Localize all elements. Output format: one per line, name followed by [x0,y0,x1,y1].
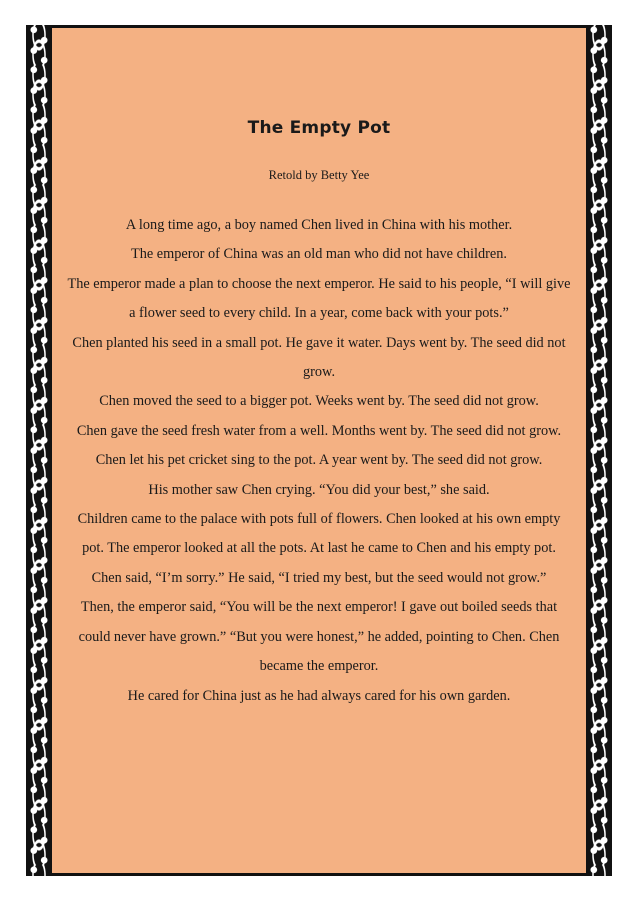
story-paragraph: Then, the emperor said, “You will be the next emperor! I gave out boiled seeds that could never have grown.” “But you were honest,” he added, pointing to Chen. Chen became the emperor. [78,599,560,675]
story-content [52,118,586,711]
story-paragraph: Chen moved the seed to a bigger pot. Weeks went by. The seed did not grow. [99,393,539,410]
story-paragraph: Chen gave the seed fresh water from a well. Months went by. The seed did not grow. Chen let his pet cricket sing to the pot. A year went by. The seed did not grow. [76,422,562,469]
story-body [52,211,586,711]
story-paragraph: Chen planted his seed in a small pot. He gave it water. Days went by. The seed did not grow. [72,334,566,381]
story-paragraph: Children came to the palace with pots full of flowers. Chen looked at his own empty pot. The emperor looked at all the pots. At last he came to Chen and his empty pot. [77,511,561,557]
story-paragraph: The emperor of China was an old man who did not have children. [131,246,507,263]
story-paragraph: A long time ago, a boy named Chen lived in China with his mother. [125,217,513,233]
story-paragraph: Chen said, “I’m sorry.” He said, “I tried my best, but the seed would not grow.” [91,569,547,586]
story-paragraph: The emperor made a plan to choose the next emperor. He said to his people, “I will give a flower seed to every child. In a year, come back with your pots.” [67,275,571,322]
left-ornamental-border [26,25,52,876]
story-paragraph: His mother saw Chen crying. “You did your best,” she said. [148,481,490,498]
decorative-page-frame [26,25,612,876]
story-paragraph: He cared for China just as he had always cared for his own garden. [127,687,511,704]
story-title: The Empty Pot [247,118,391,138]
story-page [52,28,586,873]
story-byline: Retold by Betty Yee [268,168,370,182]
right-ornamental-border [586,25,612,876]
